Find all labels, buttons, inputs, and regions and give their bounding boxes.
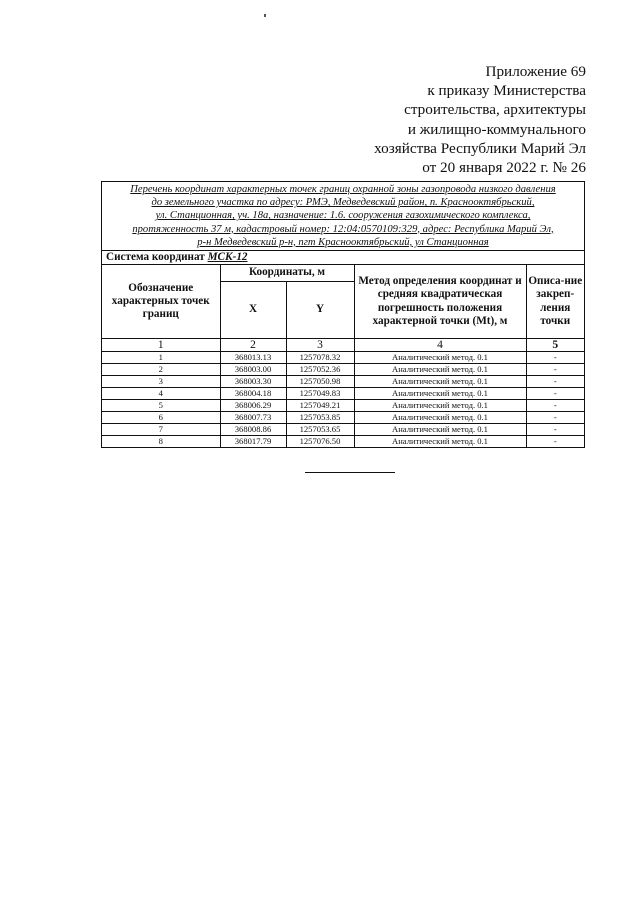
cell-point: 7 — [102, 424, 220, 436]
title-line: ул. Станционная, уч. 18а, назначение: 1.6. сооружения газохимического комплекса, — [155, 210, 531, 222]
title-line: р-н Медведевский р-н, пгт Краснооктябрьский, ул Станционная — [197, 236, 489, 248]
coordinate-system-label: Система координат — [106, 251, 205, 264]
title-line: Перечень координат характерных точек границ охранной зоны газопровода низкого давления — [130, 184, 556, 195]
cell-description: - — [526, 412, 584, 424]
cell-x: 368006.29 — [220, 400, 286, 412]
appendix-line: хозяйства Республики Марий Эл — [374, 139, 586, 157]
table-row — [102, 424, 584, 436]
cell-method: Аналитический метод. 0.1 — [354, 412, 526, 424]
cell-method: Аналитический метод. 0.1 — [354, 436, 526, 448]
table-row — [102, 400, 584, 412]
cell-x: 368007.73 — [220, 412, 286, 424]
column-number: 1 — [102, 339, 220, 352]
cell-x: 368017.79 — [220, 436, 286, 448]
cell-description: - — [526, 400, 584, 412]
coordinate-system-value: МСК-12 — [207, 251, 248, 264]
header-coords: Координаты, м — [220, 265, 354, 282]
cell-x: 368003.00 — [220, 364, 286, 376]
coordinates-table — [102, 265, 584, 447]
cell-point: 5 — [102, 400, 220, 412]
cell-y: 1257078.32 — [286, 352, 354, 364]
cell-y: 1257076.50 — [286, 436, 354, 448]
coordinates-sheet — [101, 181, 585, 448]
cell-y: 1257050.98 — [286, 376, 354, 388]
table-row — [102, 388, 584, 400]
cell-point: 8 — [102, 436, 220, 448]
cell-method: Аналитический метод. 0.1 — [354, 352, 526, 364]
table-row — [102, 364, 584, 376]
cell-point: 2 — [102, 364, 220, 376]
scan-speck — [264, 14, 266, 17]
closing-rule — [305, 472, 395, 473]
cell-point: 3 — [102, 376, 220, 388]
cell-point: 4 — [102, 388, 220, 400]
cell-method: Аналитический метод. 0.1 — [354, 400, 526, 412]
cell-point: 1 — [102, 352, 220, 364]
cell-x: 368008.86 — [220, 424, 286, 436]
cell-method: Аналитический метод. 0.1 — [354, 364, 526, 376]
cell-method: Аналитический метод. 0.1 — [354, 376, 526, 388]
appendix-header — [326, 62, 586, 177]
cell-x: 368013.13 — [220, 352, 286, 364]
header-y: Y — [286, 282, 354, 339]
cell-method: Аналитический метод. 0.1 — [354, 424, 526, 436]
cell-method: Аналитический метод. 0.1 — [354, 388, 526, 400]
cell-y: 1257053.65 — [286, 424, 354, 436]
cell-y: 1257053.85 — [286, 412, 354, 424]
header-description: Описа-ние закреп-ления точки — [526, 265, 584, 339]
appendix-line: от 20 января 2022 г. № 26 — [422, 159, 586, 177]
table-body — [102, 352, 584, 448]
column-number: 5 — [526, 339, 584, 352]
cell-y: 1257049.21 — [286, 400, 354, 412]
appendix-line: строительства, архитектуры — [404, 101, 586, 119]
cell-point: 6 — [102, 412, 220, 424]
header-method: Метод определения координат и средняя квадратическая погрешность положения характерной точки (Mt), м — [354, 265, 526, 339]
header-x: X — [220, 282, 286, 339]
coordinate-system-row — [102, 251, 584, 265]
cell-description: - — [526, 436, 584, 448]
table-row — [102, 352, 584, 364]
column-number: 3 — [286, 339, 354, 352]
document-title — [102, 182, 584, 251]
cell-description: - — [526, 388, 584, 400]
cell-y: 1257052.36 — [286, 364, 354, 376]
cell-description: - — [526, 376, 584, 388]
cell-description: - — [526, 424, 584, 436]
cell-x: 368003.30 — [220, 376, 286, 388]
title-line: до земельного участка по адресу: РМЭ, Медведевский район, п. Краснооктябрьский, — [151, 197, 535, 209]
cell-x: 368004.18 — [220, 388, 286, 400]
cell-description: - — [526, 364, 584, 376]
column-number: 2 — [220, 339, 286, 352]
appendix-line: Приложение 69 — [485, 63, 586, 80]
appendix-line: к приказу Министерства — [427, 82, 586, 100]
appendix-line: и жилищно-коммунального — [407, 120, 586, 138]
cell-y: 1257049.83 — [286, 388, 354, 400]
header-point: Обозначение характерных точек границ — [102, 265, 220, 339]
column-number: 4 — [354, 339, 526, 352]
cell-description: - — [526, 352, 584, 364]
table-row — [102, 376, 584, 388]
title-line: протяженность 37 м, кадастровый номер: 12:04:0570109:329, адрес: Республика Марий Эл, — [132, 223, 554, 235]
table-row — [102, 436, 584, 448]
table-row — [102, 412, 584, 424]
